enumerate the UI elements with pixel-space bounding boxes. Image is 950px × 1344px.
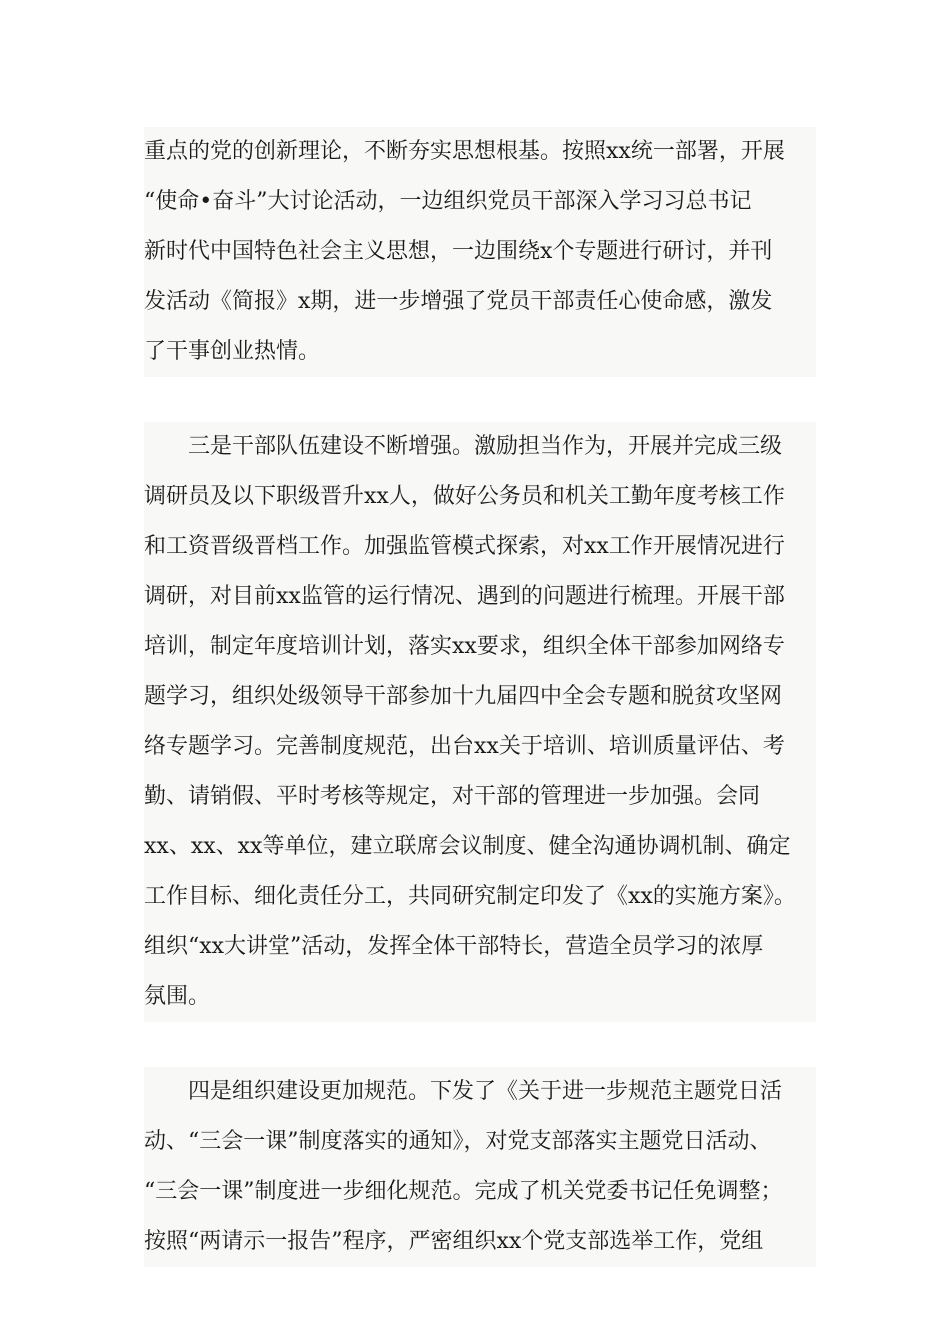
text-line: 三是干部队伍建设不断增强。激励担当作为，开展并完成三级 xyxy=(144,422,816,472)
text-line: “三会一课”制度进一步细化规范。完成了机关党委书记任免调整； xyxy=(144,1167,816,1217)
paragraph-1 xyxy=(144,127,816,377)
paragraph-spacer xyxy=(144,377,816,422)
text-line: 调研员及以下职级晋升xx人，做好公务员和机关工勤年度考核工作 xyxy=(144,472,816,522)
text-line: 新时代中国特色社会主义思想，一边围绕x个专题进行研讨，并刊 xyxy=(144,227,816,277)
text-line: 发活动《简报》x期，进一步增强了党员干部责任心使命感，激发 xyxy=(144,277,816,327)
text-line: 工作目标、细化责任分工，共同研究制定印发了《xx的实施方案》。 xyxy=(144,872,816,922)
text-line: 组织“xx大讲堂”活动，发挥全体干部特长，营造全员学习的浓厚 xyxy=(144,922,816,972)
text-line: 络专题学习。完善制度规范，出台xx关于培训、培训质量评估、考 xyxy=(144,722,816,772)
text-line: 和工资晋级晋档工作。加强监管模式探索，对xx工作开展情况进行 xyxy=(144,522,816,572)
document-body xyxy=(144,127,816,1267)
text-line: 调研，对目前xx监管的运行情况、遇到的问题进行梳理。开展干部 xyxy=(144,572,816,622)
text-line: 勤、请销假、平时考核等规定，对干部的管理进一步加强。会同 xyxy=(144,772,816,822)
text-line: 动、“三会一课”制度落实的通知》，对党支部落实主题党日活动、 xyxy=(144,1117,816,1167)
text-line: xx、xx、xx等单位，建立联席会议制度、健全沟通协调机制、确定 xyxy=(144,822,816,872)
text-line: 了干事创业热情。 xyxy=(144,327,816,377)
text-line: 按照“两请示一报告”程序，严密组织xx个党支部选举工作，党组 xyxy=(144,1217,816,1267)
text-line: “使命•奋斗”大讨论活动，一边组织党员干部深入学习习总书记 xyxy=(144,177,816,227)
text-line: 氛围。 xyxy=(144,972,816,1022)
text-line: 四是组织建设更加规范。下发了《关于进一步规范主题党日活 xyxy=(144,1067,816,1117)
text-line: 培训，制定年度培训计划，落实xx要求，组织全体干部参加网络专 xyxy=(144,622,816,672)
text-line: 题学习，组织处级领导干部参加十九届四中全会专题和脱贫攻坚网 xyxy=(144,672,816,722)
paragraph-spacer xyxy=(144,1022,816,1067)
text-line: 重点的党的创新理论，不断夯实思想根基。按照xx统一部署，开展 xyxy=(144,127,816,177)
paragraph-2 xyxy=(144,422,816,1022)
paragraph-3 xyxy=(144,1067,816,1267)
